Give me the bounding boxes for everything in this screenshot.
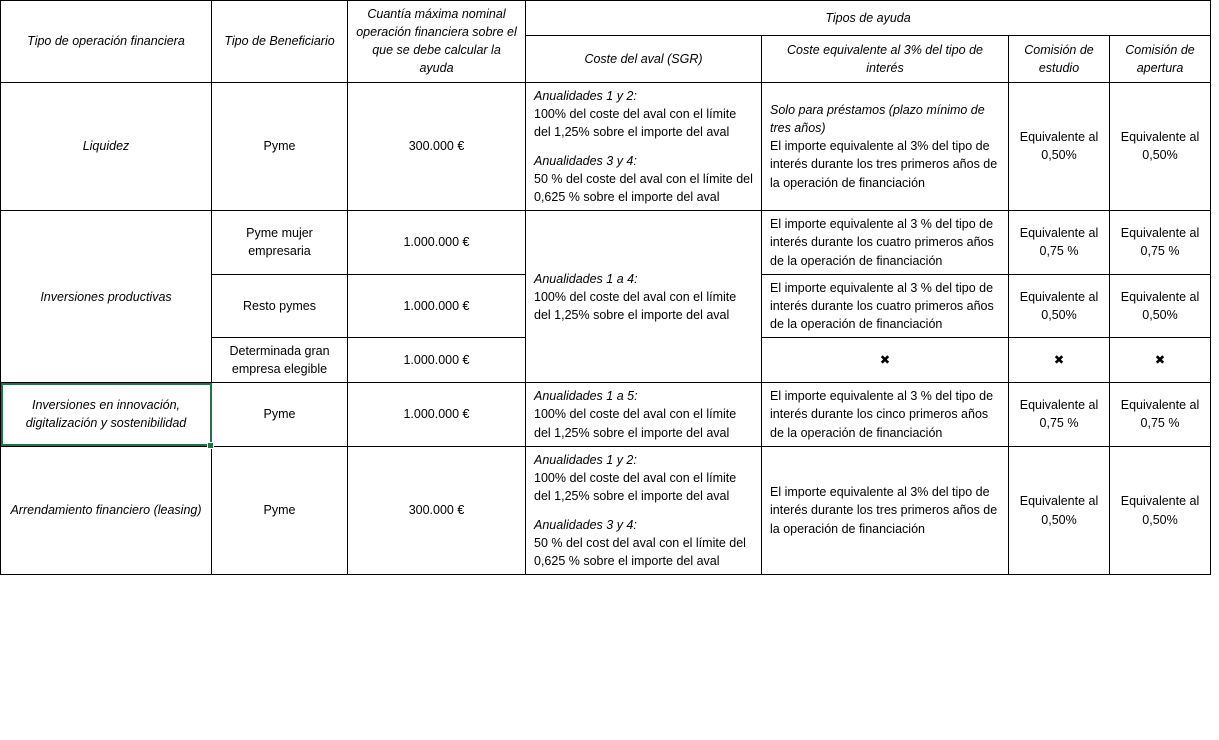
- cell-comision-apertura-resto-pymes: Equivalente al 0,50%: [1110, 274, 1211, 337]
- cell-operacion-inversiones-productivas: Inversiones productivas: [1, 211, 212, 383]
- cell-comision-estudio-pyme-mujer: Equivalente al 0,75 %: [1009, 211, 1110, 274]
- header-cell-comision-apertura: Comisión de apertura: [1110, 36, 1211, 83]
- table-row: [1, 82, 1211, 211]
- aval-label-1: Anualidades 1 y 2:: [534, 452, 637, 467]
- aval-text-1: 100% del coste del aval con el límite del 1,25% sobre el importe del aval: [534, 470, 737, 503]
- cell-comision-estudio-leasing: Equivalente al 0,50%: [1009, 446, 1110, 575]
- cell-coste-equivalente-liquidez: [762, 82, 1009, 211]
- cell-comision-estudio-innovacion: Equivalente al 0,75 %: [1009, 383, 1110, 446]
- aval-text-2: 50 % del coste del aval con el límite del 0,625 % sobre el importe del aval: [534, 172, 753, 205]
- aval-text-2: 50 % del cost del aval con el límite del 0,625 % sobre el importe del aval: [534, 536, 746, 569]
- header-cell-beneficiario: Tipo de Beneficiario: [212, 1, 348, 83]
- cell-comision-estudio-resto-pymes: Equivalente al 0,50%: [1009, 274, 1110, 337]
- cell-comision-apertura-innovacion: Equivalente al 0,75 %: [1110, 383, 1211, 446]
- aval-text-1: 100% del coste del aval con el límite del 1,25% sobre el importe del aval: [534, 106, 737, 139]
- cell-beneficiario-liquidez: Pyme: [212, 82, 348, 211]
- cell-coste-aval-inversiones-productivas: [526, 211, 762, 383]
- cell-coste-equivalente-resto-pymes: El importe equivalente al 3 % del tipo de interés durante los cuatro primeros años de la operación de financiación: [762, 274, 1009, 337]
- cell-coste-equivalente-innovacion: El importe equivalente al 3 % del tipo de interés durante los cinco primeros años de la operación de financiación: [762, 383, 1009, 446]
- table-row: [1, 211, 1211, 274]
- interes-label: Solo para préstamos (plazo mínimo de tres años): [770, 103, 985, 136]
- cell-coste-aval-leasing: [526, 446, 762, 575]
- cell-comision-estudio-liquidez: Equivalente al 0,50%: [1009, 82, 1110, 211]
- cell-coste-aval-liquidez: [526, 82, 762, 211]
- cell-cuantia-leasing: 300.000 €: [348, 446, 526, 575]
- aval-label-1: Anualidades 1 a 4:: [534, 271, 638, 286]
- cell-comision-apertura-pyme-mujer: Equivalente al 0,75 %: [1110, 211, 1211, 274]
- cell-cuantia-liquidez: 300.000 €: [348, 82, 526, 211]
- aval-label-2: Anualidades 3 y 4:: [534, 518, 637, 532]
- cell-beneficiario-innovacion: Pyme: [212, 383, 348, 446]
- table-row: [1, 446, 1211, 575]
- cell-beneficiario-resto-pymes: Resto pymes: [212, 274, 348, 337]
- cell-beneficiario-pyme-mujer: Pyme mujer empresaria: [212, 211, 348, 274]
- header-cell-tipos-de-ayuda: Tipos de ayuda: [526, 1, 1211, 36]
- cell-coste-equivalente-gran-empresa: ✖: [762, 338, 1009, 383]
- cell-cuantia-innovacion: 1.000.000 €: [348, 383, 526, 446]
- cell-comision-apertura-gran-empresa: ✖: [1110, 338, 1211, 383]
- cell-beneficiario-gran-empresa: Determinada gran empresa elegible: [212, 338, 348, 383]
- aval-text-1: 100% del coste del aval con el límite del 1,25% sobre el importe del aval: [534, 289, 737, 322]
- cell-coste-equivalente-pyme-mujer: El importe equivalente al 3 % del tipo de interés durante los cuatro primeros años de la operación de financiación: [762, 211, 1009, 274]
- cell-coste-equivalente-leasing: El importe equivalente al 3% del tipo de interés durante los tres primeros años de la operación de financiación: [762, 446, 1009, 575]
- cell-comision-apertura-liquidez: Equivalente al 0,50%: [1110, 82, 1211, 211]
- header-cell-coste-aval: Coste del aval (SGR): [526, 36, 762, 83]
- cell-cuantia-gran-empresa: 1.000.000 €: [348, 338, 526, 383]
- header-cell-comision-estudio: Comisión de estudio: [1009, 36, 1110, 83]
- cell-cuantia-pyme-mujer: 1.000.000 €: [348, 211, 526, 274]
- aval-label-1: Anualidades 1 a 5:: [534, 389, 638, 404]
- interes-text: El importe equivalente al 3% del tipo de interés durante los tres primeros años de la operación de financiación: [770, 139, 998, 190]
- aval-label-2: Anualidades 3 y 4:: [534, 153, 637, 168]
- cell-operacion-liquidez: Liquidez: [1, 82, 212, 211]
- cell-operacion-leasing: Arrendamiento financiero (leasing): [1, 446, 212, 575]
- cell-cuantia-resto-pymes: 1.000.000 €: [348, 274, 526, 337]
- cell-comision-estudio-gran-empresa: ✖: [1009, 338, 1110, 383]
- header-cell-operacion: Tipo de operación financiera: [1, 1, 212, 83]
- header-cell-cuantia: Cuantía máxima nominal operación financiera sobre el que se debe calcular la ayuda: [348, 1, 526, 83]
- aval-text-1: 100% del coste del aval con el límite del 1,25% sobre el importe del aval: [534, 407, 737, 440]
- cell-beneficiario-leasing: Pyme: [212, 446, 348, 575]
- table-header-row-group: [1, 1, 1211, 36]
- header-cell-coste-equivalente: Coste equivalente al 3% del tipo de interés: [762, 36, 1009, 83]
- cell-coste-aval-innovacion: [526, 383, 762, 446]
- table-row: [1, 383, 1211, 446]
- aval-label-1: Anualidades 1 y 2:: [534, 88, 637, 103]
- cell-operacion-innovacion[interactable]: Inversiones en innovación, digitalización y sostenibilidad: [1, 383, 212, 446]
- cell-comision-apertura-leasing: Equivalente al 0,50%: [1110, 446, 1211, 575]
